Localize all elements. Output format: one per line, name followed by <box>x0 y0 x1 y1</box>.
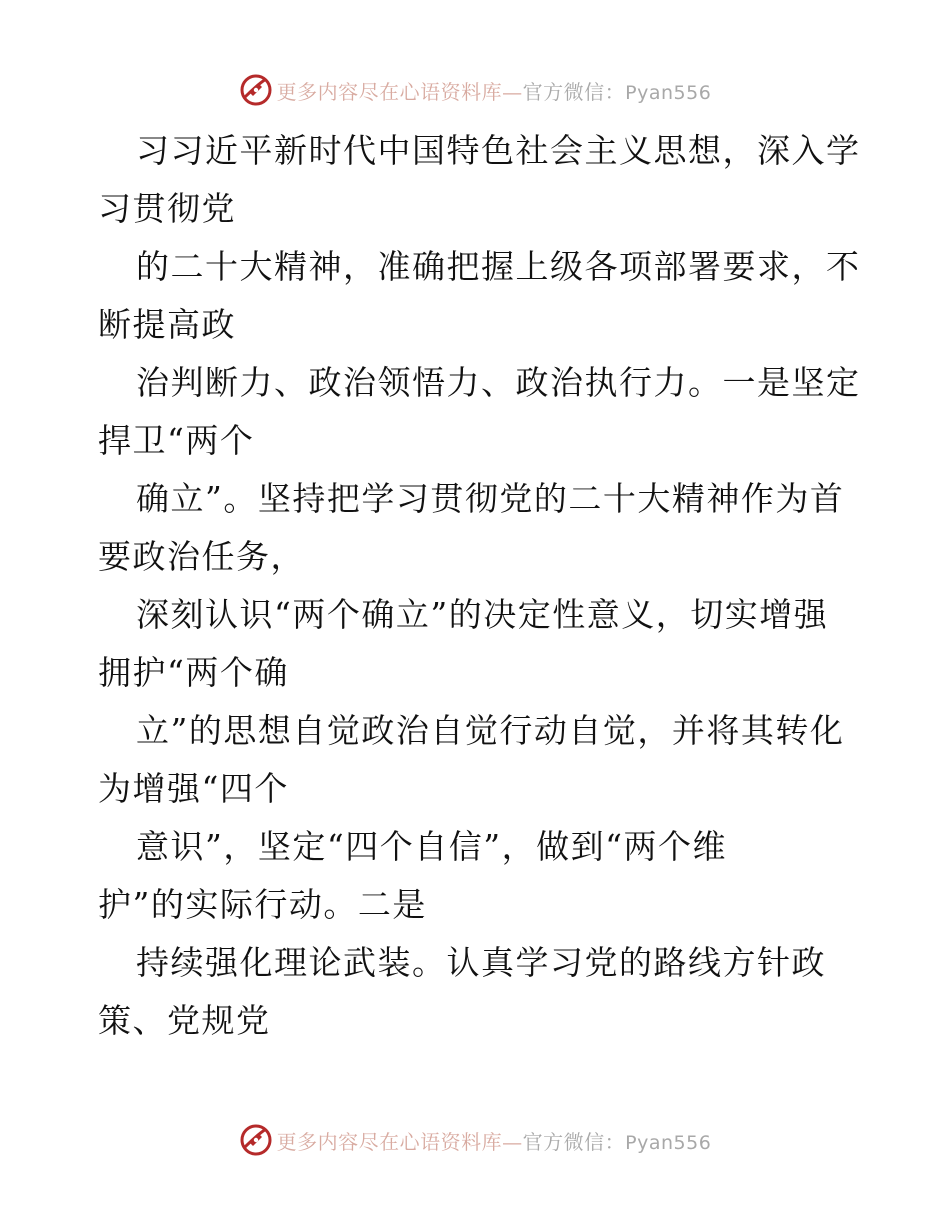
header-wechat-id: Pyan556 <box>625 81 712 104</box>
header-separator: — <box>502 79 523 104</box>
body-line: 确立”。坚持把学习贯彻党的二十大精神作为首 <box>136 479 845 518</box>
body-line: 持续强化理论武装。认真学习党的路线方针政 <box>136 943 826 982</box>
body-line: 的二十大精神，准确把握上级各项部署要求，不 <box>136 247 861 286</box>
footer-banner <box>0 1118 950 1162</box>
header-banner-text <box>277 76 712 105</box>
body-line: 立”的思想自觉政治自觉行动自觉，并将其转化 <box>136 711 845 750</box>
body-line: 护”的实际行动。二是 <box>98 885 427 924</box>
body-line: 深刻认识“两个确立”的决定性意义，切实增强 <box>136 595 829 634</box>
body-line: 要政治任务， <box>98 537 305 576</box>
body-line: 为增强“四个 <box>98 769 289 808</box>
header-banner <box>0 68 950 112</box>
footer-banner-text <box>277 1126 712 1155</box>
header-brand-text: 更多内容尽在心语资料库 <box>276 79 503 104</box>
pen-nib-logo-icon <box>239 73 273 107</box>
footer-wechat-id: Pyan556 <box>625 1131 712 1154</box>
pen-nib-logo-icon <box>239 1123 273 1157</box>
footer-wechat-label: 官方微信： <box>522 1129 626 1154</box>
body-line: 意识”，坚定“四个自信”，做到“两个维 <box>136 827 727 866</box>
body-line: 习贯彻党 <box>98 189 236 228</box>
document-body <box>98 122 861 1050</box>
body-line: 捍卫“两个 <box>98 421 255 460</box>
body-line: 断提高政 <box>98 305 236 344</box>
header-wechat-label: 官方微信： <box>522 79 626 104</box>
body-line: 治判断力、政治领悟力、政治执行力。一是坚定 <box>136 363 861 402</box>
footer-separator: — <box>502 1129 523 1154</box>
body-line: 习习近平新时代中国特色社会主义思想，深入学 <box>136 131 861 170</box>
footer-brand-text: 更多内容尽在心语资料库 <box>276 1129 503 1154</box>
body-line: 策、党规党 <box>98 1001 271 1040</box>
body-line: 拥护“两个确 <box>98 653 289 692</box>
